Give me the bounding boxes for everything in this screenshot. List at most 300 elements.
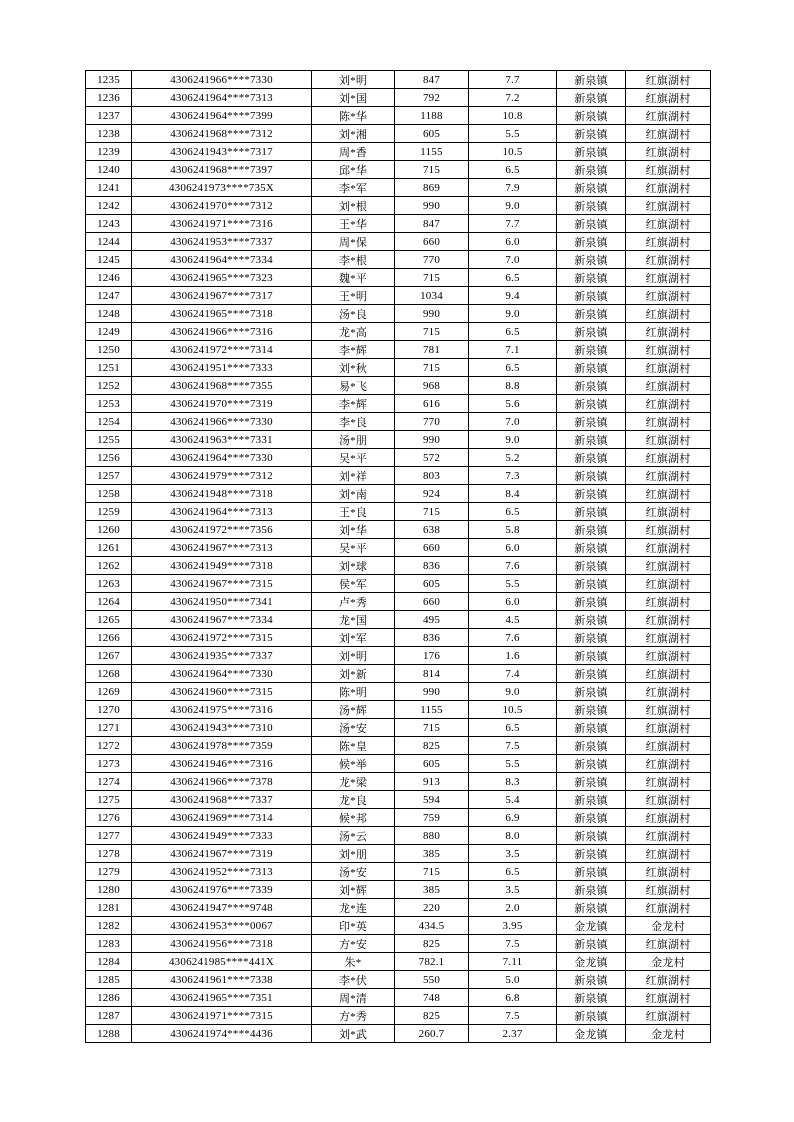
cell-village: 红旗湖村 [626, 125, 711, 143]
cell-village: 红旗湖村 [626, 413, 711, 431]
table-row [86, 845, 711, 863]
cell-id: 4306241976****7339 [132, 881, 312, 899]
cell-name: 陈*明 [312, 683, 395, 701]
cell-seq: 1263 [86, 575, 132, 593]
cell-id: 4306241965****7318 [132, 305, 312, 323]
cell-amount: 715 [395, 503, 469, 521]
cell-town: 新泉镇 [557, 737, 626, 755]
cell-town: 新泉镇 [557, 143, 626, 161]
cell-seq: 1272 [86, 737, 132, 755]
cell-mu: 7.5 [469, 737, 557, 755]
cell-name: 李*根 [312, 251, 395, 269]
cell-town: 新泉镇 [557, 359, 626, 377]
cell-mu: 7.9 [469, 179, 557, 197]
cell-town: 新泉镇 [557, 413, 626, 431]
cell-village: 红旗湖村 [626, 359, 711, 377]
cell-mu: 6.0 [469, 539, 557, 557]
cell-id: 4306241972****7314 [132, 341, 312, 359]
table-row [86, 449, 711, 467]
cell-seq: 1256 [86, 449, 132, 467]
cell-id: 4306241968****7312 [132, 125, 312, 143]
cell-mu: 7.5 [469, 1007, 557, 1025]
cell-name: 易*飞 [312, 377, 395, 395]
cell-town: 新泉镇 [557, 989, 626, 1007]
cell-town: 新泉镇 [557, 71, 626, 89]
cell-name: 卢*秀 [312, 593, 395, 611]
cell-id: 4306241964****7330 [132, 449, 312, 467]
cell-town: 新泉镇 [557, 647, 626, 665]
cell-amount: 385 [395, 881, 469, 899]
cell-amount: 434.5 [395, 917, 469, 935]
cell-town: 新泉镇 [557, 215, 626, 233]
cell-name: 李*辉 [312, 341, 395, 359]
cell-mu: 6.5 [469, 161, 557, 179]
cell-seq: 1253 [86, 395, 132, 413]
cell-id: 4306241965****7323 [132, 269, 312, 287]
cell-seq: 1239 [86, 143, 132, 161]
cell-village: 金龙村 [626, 917, 711, 935]
cell-name: 刘*国 [312, 89, 395, 107]
cell-village: 红旗湖村 [626, 647, 711, 665]
cell-mu: 6.8 [469, 989, 557, 1007]
cell-name: 候*邦 [312, 809, 395, 827]
cell-town: 新泉镇 [557, 179, 626, 197]
cell-mu: 3.5 [469, 881, 557, 899]
cell-id: 4306241971****7315 [132, 1007, 312, 1025]
cell-seq: 1282 [86, 917, 132, 935]
cell-town: 新泉镇 [557, 809, 626, 827]
cell-mu: 10.5 [469, 143, 557, 161]
cell-seq: 1255 [86, 431, 132, 449]
cell-seq: 1262 [86, 557, 132, 575]
cell-id: 4306241960****7315 [132, 683, 312, 701]
cell-amount: 1034 [395, 287, 469, 305]
cell-amount: 990 [395, 305, 469, 323]
cell-mu: 9.0 [469, 305, 557, 323]
cell-amount: 792 [395, 89, 469, 107]
cell-seq: 1285 [86, 971, 132, 989]
cell-mu: 6.0 [469, 593, 557, 611]
table-row [86, 269, 711, 287]
cell-village: 红旗湖村 [626, 503, 711, 521]
cell-seq: 1249 [86, 323, 132, 341]
cell-amount: 759 [395, 809, 469, 827]
cell-seq: 1266 [86, 629, 132, 647]
table-row [86, 593, 711, 611]
cell-amount: 176 [395, 647, 469, 665]
cell-name: 龙*梁 [312, 773, 395, 791]
cell-amount: 495 [395, 611, 469, 629]
cell-village: 红旗湖村 [626, 755, 711, 773]
cell-id: 4306241978****7359 [132, 737, 312, 755]
cell-amount: 836 [395, 557, 469, 575]
table-row [86, 233, 711, 251]
cell-name: 刘*明 [312, 647, 395, 665]
cell-mu: 6.5 [469, 863, 557, 881]
cell-id: 4306241965****7351 [132, 989, 312, 1007]
cell-amount: 990 [395, 197, 469, 215]
table-row [86, 629, 711, 647]
cell-id: 4306241968****7355 [132, 377, 312, 395]
cell-amount: 770 [395, 413, 469, 431]
cell-town: 金龙镇 [557, 917, 626, 935]
cell-mu: 1.6 [469, 647, 557, 665]
cell-amount: 715 [395, 719, 469, 737]
table-row [86, 305, 711, 323]
cell-seq: 1241 [86, 179, 132, 197]
cell-name: 陈*皇 [312, 737, 395, 755]
cell-mu: 5.0 [469, 971, 557, 989]
cell-seq: 1279 [86, 863, 132, 881]
cell-village: 红旗湖村 [626, 287, 711, 305]
cell-village: 红旗湖村 [626, 683, 711, 701]
cell-village: 金龙村 [626, 1025, 711, 1043]
cell-name: 李*辉 [312, 395, 395, 413]
cell-name: 李*伏 [312, 971, 395, 989]
cell-seq: 1236 [86, 89, 132, 107]
cell-amount: 847 [395, 215, 469, 233]
cell-village: 红旗湖村 [626, 665, 711, 683]
cell-mu: 6.5 [469, 269, 557, 287]
table-row [86, 107, 711, 125]
cell-town: 新泉镇 [557, 701, 626, 719]
cell-amount: 715 [395, 161, 469, 179]
cell-village: 红旗湖村 [626, 269, 711, 287]
cell-village: 红旗湖村 [626, 377, 711, 395]
cell-id: 4306241943****7317 [132, 143, 312, 161]
cell-mu: 8.0 [469, 827, 557, 845]
cell-name: 方*安 [312, 935, 395, 953]
cell-village: 红旗湖村 [626, 233, 711, 251]
cell-name: 龙*良 [312, 791, 395, 809]
cell-name: 周*清 [312, 989, 395, 1007]
cell-id: 4306241973****735X [132, 179, 312, 197]
cell-town: 金龙镇 [557, 1025, 626, 1043]
table-row [86, 179, 711, 197]
cell-id: 4306241967****7315 [132, 575, 312, 593]
cell-amount: 715 [395, 269, 469, 287]
cell-seq: 1260 [86, 521, 132, 539]
cell-town: 金龙镇 [557, 953, 626, 971]
cell-town: 新泉镇 [557, 395, 626, 413]
cell-name: 候*举 [312, 755, 395, 773]
table-row [86, 899, 711, 917]
cell-id: 4306241964****7330 [132, 665, 312, 683]
cell-village: 红旗湖村 [626, 251, 711, 269]
cell-town: 新泉镇 [557, 719, 626, 737]
cell-seq: 1237 [86, 107, 132, 125]
cell-village: 金龙村 [626, 953, 711, 971]
cell-amount: 825 [395, 737, 469, 755]
cell-seq: 1284 [86, 953, 132, 971]
cell-seq: 1252 [86, 377, 132, 395]
cell-name: 汤*安 [312, 863, 395, 881]
cell-seq: 1250 [86, 341, 132, 359]
cell-village: 红旗湖村 [626, 791, 711, 809]
cell-town: 新泉镇 [557, 575, 626, 593]
cell-seq: 1240 [86, 161, 132, 179]
cell-seq: 1287 [86, 1007, 132, 1025]
cell-village: 红旗湖村 [626, 539, 711, 557]
cell-village: 红旗湖村 [626, 323, 711, 341]
cell-id: 4306241967****7319 [132, 845, 312, 863]
table-row [86, 197, 711, 215]
cell-name: 刘*明 [312, 71, 395, 89]
cell-town: 新泉镇 [557, 665, 626, 683]
cell-amount: 550 [395, 971, 469, 989]
cell-mu: 7.7 [469, 215, 557, 233]
cell-name: 汤*辉 [312, 701, 395, 719]
cell-village: 红旗湖村 [626, 449, 711, 467]
cell-town: 新泉镇 [557, 755, 626, 773]
cell-name: 刘*朋 [312, 845, 395, 863]
cell-seq: 1268 [86, 665, 132, 683]
cell-town: 新泉镇 [557, 827, 626, 845]
cell-id: 4306241951****7333 [132, 359, 312, 377]
cell-seq: 1286 [86, 989, 132, 1007]
cell-village: 红旗湖村 [626, 197, 711, 215]
cell-town: 新泉镇 [557, 593, 626, 611]
cell-village: 红旗湖村 [626, 305, 711, 323]
cell-id: 4306241961****7338 [132, 971, 312, 989]
cell-name: 汤*安 [312, 719, 395, 737]
cell-seq: 1276 [86, 809, 132, 827]
cell-id: 4306241956****7318 [132, 935, 312, 953]
cell-mu: 5.5 [469, 755, 557, 773]
cell-seq: 1275 [86, 791, 132, 809]
cell-id: 4306241964****7313 [132, 89, 312, 107]
cell-seq: 1288 [86, 1025, 132, 1043]
cell-amount: 715 [395, 323, 469, 341]
cell-village: 红旗湖村 [626, 935, 711, 953]
cell-town: 新泉镇 [557, 305, 626, 323]
cell-village: 红旗湖村 [626, 629, 711, 647]
cell-seq: 1267 [86, 647, 132, 665]
cell-town: 新泉镇 [557, 629, 626, 647]
cell-village: 红旗湖村 [626, 395, 711, 413]
cell-id: 4306241947****9748 [132, 899, 312, 917]
table-row [86, 953, 711, 971]
cell-village: 红旗湖村 [626, 161, 711, 179]
cell-amount: 825 [395, 1007, 469, 1025]
cell-town: 新泉镇 [557, 773, 626, 791]
data-table [85, 70, 711, 1043]
cell-mu: 7.0 [469, 413, 557, 431]
cell-town: 新泉镇 [557, 845, 626, 863]
cell-town: 新泉镇 [557, 899, 626, 917]
table-row [86, 719, 711, 737]
cell-name: 汤*朋 [312, 431, 395, 449]
cell-town: 新泉镇 [557, 449, 626, 467]
cell-village: 红旗湖村 [626, 485, 711, 503]
cell-amount: 220 [395, 899, 469, 917]
table-row [86, 809, 711, 827]
cell-id: 4306241946****7316 [132, 755, 312, 773]
cell-town: 新泉镇 [557, 287, 626, 305]
cell-mu: 6.5 [469, 503, 557, 521]
cell-amount: 660 [395, 539, 469, 557]
cell-village: 红旗湖村 [626, 521, 711, 539]
cell-village: 红旗湖村 [626, 809, 711, 827]
cell-mu: 4.5 [469, 611, 557, 629]
table-body [86, 71, 711, 1043]
cell-amount: 605 [395, 575, 469, 593]
table-row [86, 647, 711, 665]
table-row [86, 737, 711, 755]
table-row [86, 467, 711, 485]
cell-town: 新泉镇 [557, 863, 626, 881]
cell-amount: 990 [395, 683, 469, 701]
cell-village: 红旗湖村 [626, 827, 711, 845]
cell-town: 新泉镇 [557, 539, 626, 557]
cell-mu: 7.1 [469, 341, 557, 359]
cell-village: 红旗湖村 [626, 989, 711, 1007]
cell-mu: 6.5 [469, 323, 557, 341]
cell-id: 4306241972****7356 [132, 521, 312, 539]
cell-amount: 869 [395, 179, 469, 197]
cell-town: 新泉镇 [557, 233, 626, 251]
cell-name: 侯*军 [312, 575, 395, 593]
table-row [86, 989, 711, 1007]
cell-name: 刘*秋 [312, 359, 395, 377]
cell-town: 新泉镇 [557, 251, 626, 269]
cell-seq: 1244 [86, 233, 132, 251]
cell-name: 刘*球 [312, 557, 395, 575]
cell-seq: 1243 [86, 215, 132, 233]
cell-name: 刘*军 [312, 629, 395, 647]
table-row [86, 1007, 711, 1025]
cell-mu: 7.6 [469, 557, 557, 575]
cell-seq: 1247 [86, 287, 132, 305]
cell-town: 新泉镇 [557, 503, 626, 521]
cell-name: 刘*武 [312, 1025, 395, 1043]
cell-seq: 1265 [86, 611, 132, 629]
cell-seq: 1271 [86, 719, 132, 737]
table-row [86, 1025, 711, 1043]
cell-amount: 847 [395, 71, 469, 89]
cell-town: 新泉镇 [557, 611, 626, 629]
cell-seq: 1273 [86, 755, 132, 773]
cell-village: 红旗湖村 [626, 701, 711, 719]
cell-town: 新泉镇 [557, 467, 626, 485]
cell-name: 刘*湘 [312, 125, 395, 143]
cell-village: 红旗湖村 [626, 845, 711, 863]
cell-mu: 6.9 [469, 809, 557, 827]
cell-mu: 9.0 [469, 197, 557, 215]
table-row [86, 485, 711, 503]
cell-village: 红旗湖村 [626, 881, 711, 899]
table-row [86, 215, 711, 233]
cell-mu: 7.2 [469, 89, 557, 107]
cell-village: 红旗湖村 [626, 719, 711, 737]
cell-town: 新泉镇 [557, 377, 626, 395]
cell-seq: 1264 [86, 593, 132, 611]
table-row [86, 287, 711, 305]
cell-id: 4306241968****7337 [132, 791, 312, 809]
cell-mu: 10.5 [469, 701, 557, 719]
cell-village: 红旗湖村 [626, 575, 711, 593]
cell-mu: 7.6 [469, 629, 557, 647]
cell-id: 4306241979****7312 [132, 467, 312, 485]
cell-village: 红旗湖村 [626, 341, 711, 359]
cell-mu: 7.4 [469, 665, 557, 683]
cell-amount: 660 [395, 233, 469, 251]
cell-amount: 990 [395, 431, 469, 449]
cell-id: 4306241963****7331 [132, 431, 312, 449]
cell-amount: 913 [395, 773, 469, 791]
cell-village: 红旗湖村 [626, 215, 711, 233]
cell-name: 吴*平 [312, 449, 395, 467]
cell-seq: 1283 [86, 935, 132, 953]
cell-town: 新泉镇 [557, 791, 626, 809]
cell-id: 4306241985****441X [132, 953, 312, 971]
cell-amount: 1155 [395, 701, 469, 719]
cell-mu: 7.3 [469, 467, 557, 485]
cell-mu: 7.5 [469, 935, 557, 953]
cell-seq: 1259 [86, 503, 132, 521]
cell-mu: 8.4 [469, 485, 557, 503]
cell-name: 刘*辉 [312, 881, 395, 899]
cell-mu: 10.8 [469, 107, 557, 125]
cell-id: 4306241972****7315 [132, 629, 312, 647]
table-row [86, 143, 711, 161]
cell-id: 4306241968****7397 [132, 161, 312, 179]
cell-mu: 3.95 [469, 917, 557, 935]
cell-name: 印*英 [312, 917, 395, 935]
cell-seq: 1281 [86, 899, 132, 917]
cell-id: 4306241964****7399 [132, 107, 312, 125]
cell-id: 4306241970****7319 [132, 395, 312, 413]
cell-name: 周*保 [312, 233, 395, 251]
cell-mu: 5.8 [469, 521, 557, 539]
cell-amount: 814 [395, 665, 469, 683]
cell-name: 陈*华 [312, 107, 395, 125]
cell-amount: 825 [395, 935, 469, 953]
cell-village: 红旗湖村 [626, 971, 711, 989]
cell-id: 4306241935****7337 [132, 647, 312, 665]
table-row [86, 377, 711, 395]
cell-id: 4306241949****7333 [132, 827, 312, 845]
cell-name: 汤*云 [312, 827, 395, 845]
cell-town: 新泉镇 [557, 557, 626, 575]
cell-id: 4306241970****7312 [132, 197, 312, 215]
cell-village: 红旗湖村 [626, 89, 711, 107]
cell-seq: 1274 [86, 773, 132, 791]
cell-name: 魏*平 [312, 269, 395, 287]
cell-name: 刘*南 [312, 485, 395, 503]
cell-village: 红旗湖村 [626, 179, 711, 197]
cell-amount: 803 [395, 467, 469, 485]
cell-amount: 1155 [395, 143, 469, 161]
cell-id: 4306241967****7313 [132, 539, 312, 557]
table-row [86, 89, 711, 107]
cell-mu: 6.0 [469, 233, 557, 251]
cell-id: 4306241943****7310 [132, 719, 312, 737]
cell-mu: 9.0 [469, 431, 557, 449]
cell-mu: 7.7 [469, 71, 557, 89]
cell-town: 新泉镇 [557, 683, 626, 701]
cell-seq: 1251 [86, 359, 132, 377]
cell-village: 红旗湖村 [626, 611, 711, 629]
cell-mu: 5.6 [469, 395, 557, 413]
cell-amount: 660 [395, 593, 469, 611]
cell-amount: 748 [395, 989, 469, 1007]
table-row [86, 161, 711, 179]
cell-village: 红旗湖村 [626, 899, 711, 917]
cell-mu: 5.2 [469, 449, 557, 467]
cell-name: 王*明 [312, 287, 395, 305]
cell-id: 4306241964****7313 [132, 503, 312, 521]
